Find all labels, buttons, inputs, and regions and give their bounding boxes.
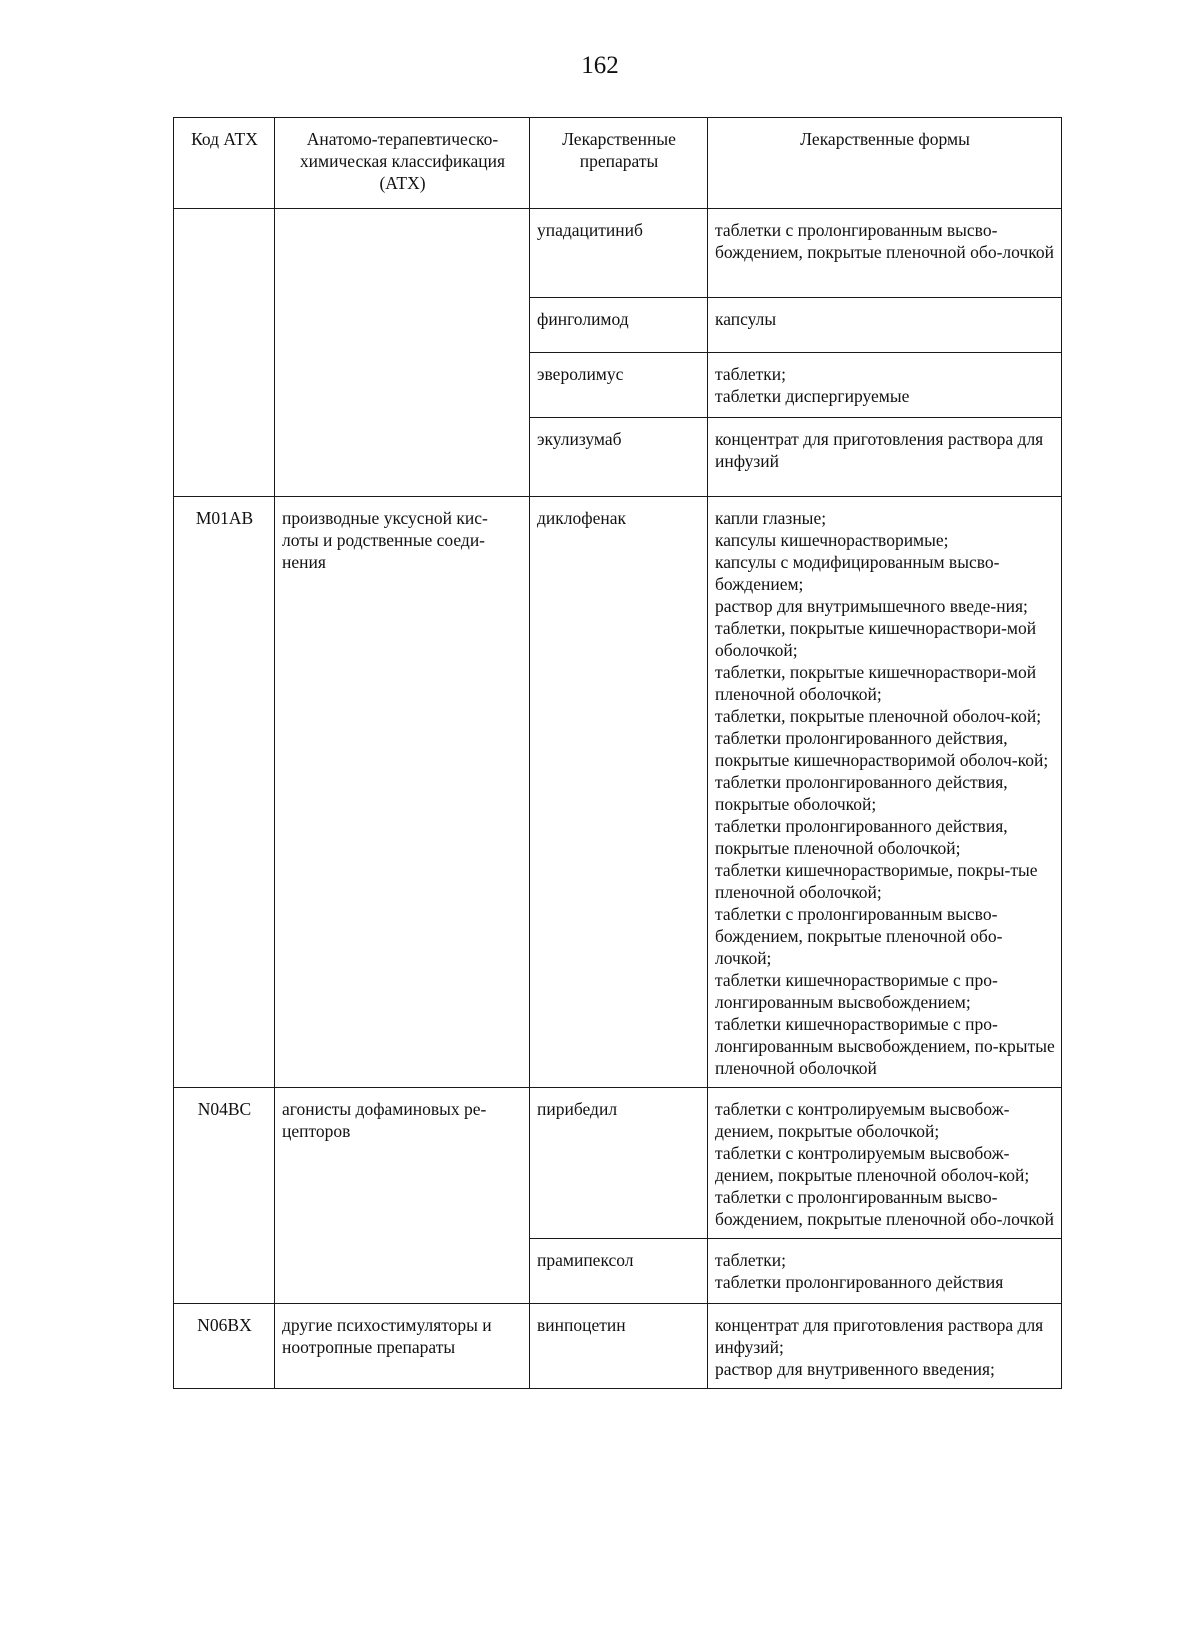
atc-class-cell: производные уксусной кис-лоты и родственные соеди-нения — [275, 497, 530, 1088]
form-line: раствор для внутривенного введения; — [715, 1359, 995, 1379]
form-line: концентрат для приготовления раствора для инфузий — [715, 429, 1044, 471]
forms-cell — [708, 1239, 1062, 1304]
header-drugs: Лекарственные препараты — [530, 118, 708, 209]
atc-class-cell: агонисты дофаминовых ре-цепторов — [275, 1088, 530, 1304]
form-line: таблетки; — [715, 1250, 786, 1270]
form-line: таблетки пролонгированного действия, покрытые оболочкой; — [715, 772, 1008, 814]
drug-cell: пирибедил — [530, 1088, 708, 1239]
drug-cell: прамипексол — [530, 1239, 708, 1304]
drug-cell: экулизумаб — [530, 418, 708, 497]
header-dosage-forms: Лекарственные формы — [708, 118, 1062, 209]
drug-cell: диклофенак — [530, 497, 708, 1088]
drug-cell: эверолимус — [530, 353, 708, 418]
table-row — [174, 209, 1062, 298]
forms-cell — [708, 298, 1062, 353]
form-line: таблетки с контролируемым высвобож-дением, покрытые оболочкой; — [715, 1099, 1010, 1141]
form-line: таблетки с пролонгированным высво-бождением, покрытые пленочной обо-лочкой; — [715, 904, 1003, 968]
form-line: таблетки кишечнорастворимые с про-лонгированным высвобождением, по-крытые пленочной оболочкой — [715, 1014, 1055, 1078]
forms-cell — [708, 418, 1062, 497]
atc-class-cell — [275, 209, 530, 497]
drug-cell: финголимод — [530, 298, 708, 353]
form-line: концентрат для приготовления раствора для инфузий; — [715, 1315, 1044, 1357]
form-line: капли глазные; — [715, 508, 827, 528]
atc-code-cell: N06BX — [174, 1304, 275, 1389]
form-line: таблетки пролонгированного действия, покрытые пленочной оболочкой; — [715, 816, 1008, 858]
table-row — [174, 1088, 1062, 1239]
form-line: таблетки кишечнорастворимые с про-лонгированным высвобождением; — [715, 970, 998, 1012]
forms-cell — [708, 353, 1062, 418]
form-line: таблетки с пролонгированным высво-бождением, покрытые пленочной обо-лочкой — [715, 220, 1054, 262]
form-line: капсулы кишечнорастворимые; — [715, 530, 949, 550]
form-line: таблетки диспергируемые — [715, 386, 910, 406]
atc-drug-table — [173, 117, 1062, 1389]
atc-code-cell — [174, 209, 275, 497]
forms-cell — [708, 1304, 1062, 1389]
drug-cell: упадацитиниб — [530, 209, 708, 298]
forms-cell — [708, 497, 1062, 1088]
header-atc-code: Код АТХ — [174, 118, 275, 209]
forms-cell — [708, 209, 1062, 298]
form-line: таблетки; — [715, 364, 786, 384]
form-line: таблетки пролонгированного действия, покрытые кишечнорастворимой оболоч-кой; — [715, 728, 1049, 770]
table-header-row — [174, 118, 1062, 209]
form-line: таблетки, покрытые кишечнораствори-мой пленочной оболочкой; — [715, 662, 1037, 704]
form-line: таблетки кишечнорастворимые, покры-тые пленочной оболочкой; — [715, 860, 1038, 902]
form-line: капсулы — [715, 309, 777, 329]
page-number: 162 — [581, 52, 619, 79]
table-row — [174, 497, 1062, 1088]
atc-code-cell: M01AB — [174, 497, 275, 1088]
table-row — [174, 1304, 1062, 1389]
form-line: таблетки с контролируемым высвобож-дением, покрытые пленочной оболоч-кой; — [715, 1143, 1030, 1185]
form-line: таблетки пролонгированного действия — [715, 1272, 1004, 1292]
form-line: таблетки, покрытые пленочной оболоч-кой; — [715, 706, 1042, 726]
form-line: таблетки с пролонгированным высво-бождением, покрытые пленочной обо-лочкой — [715, 1187, 1054, 1229]
atc-code-cell: N04BC — [174, 1088, 275, 1304]
forms-cell — [708, 1088, 1062, 1239]
form-line: раствор для внутримышечного введе-ния; — [715, 596, 1028, 616]
header-atc-classification: Анатомо-терапевтическо-химическая классификация (АТХ) — [275, 118, 530, 209]
drug-cell: винпоцетин — [530, 1304, 708, 1389]
form-line: капсулы с модифицированным высво-бождением; — [715, 552, 1000, 594]
form-line: таблетки, покрытые кишечнораствори-мой оболочкой; — [715, 618, 1037, 660]
atc-class-cell: другие психостимуляторы и ноотропные препараты — [275, 1304, 530, 1389]
